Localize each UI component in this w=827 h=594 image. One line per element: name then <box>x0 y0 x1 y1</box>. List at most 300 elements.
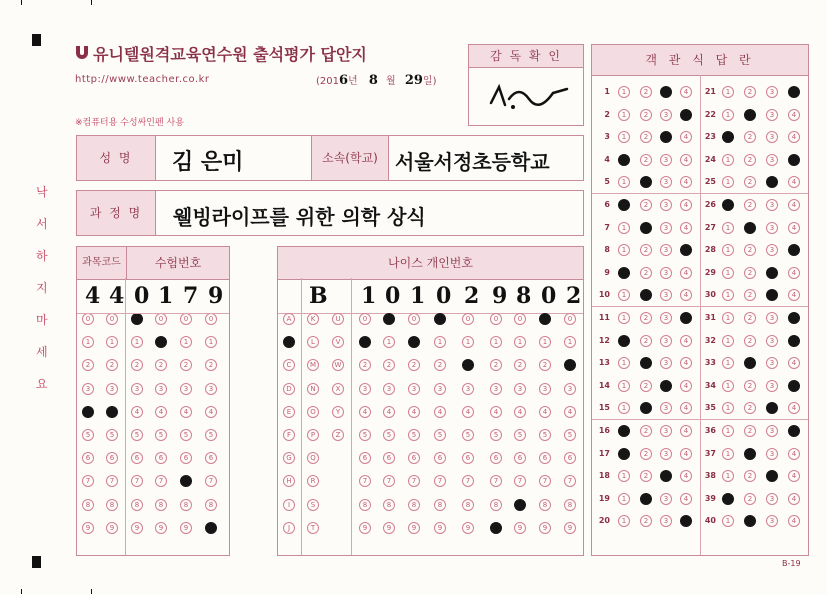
neis-bubble[interactable]: 5 <box>564 429 576 441</box>
neis-bubble[interactable]: R <box>307 475 319 487</box>
answer-bubble[interactable]: 4 <box>788 131 800 143</box>
answer-bubble[interactable]: 3 <box>660 222 672 234</box>
neis-bubble[interactable]: Z <box>332 429 344 441</box>
answer-bubble[interactable]: 2 <box>640 380 652 392</box>
answer-bubble[interactable]: 2 <box>640 357 652 369</box>
neis-bubble[interactable]: 1 <box>490 336 502 348</box>
answer-bubble[interactable]: 4 <box>788 289 800 301</box>
answer-bubble[interactable]: 3 <box>766 222 778 234</box>
neis-bubble[interactable]: 9 <box>434 522 446 534</box>
answer-bubble[interactable]: 4 <box>680 380 692 392</box>
answer-bubble[interactable]: 1 <box>722 448 734 460</box>
neis-bubble[interactable]: 1 <box>408 336 420 348</box>
answer-bubble[interactable]: 4 <box>680 357 692 369</box>
digit-bubble[interactable]: 3 <box>205 383 217 395</box>
neis-bubble[interactable]: F <box>283 429 295 441</box>
neis-bubble[interactable]: 3 <box>434 383 446 395</box>
neis-bubble[interactable]: 4 <box>434 406 446 418</box>
answer-bubble[interactable]: 3 <box>660 199 672 211</box>
answer-bubble[interactable]: 2 <box>640 470 652 482</box>
neis-bubble[interactable]: 4 <box>564 406 576 418</box>
answer-bubble[interactable]: 2 <box>640 289 652 301</box>
neis-bubble[interactable]: 8 <box>514 499 526 511</box>
digit-bubble[interactable]: 0 <box>205 313 217 325</box>
answer-bubble[interactable]: 2 <box>744 131 756 143</box>
answer-bubble[interactable]: 1 <box>722 312 734 324</box>
answer-bubble[interactable]: 1 <box>722 470 734 482</box>
neis-bubble[interactable]: P <box>307 429 319 441</box>
answer-bubble[interactable]: 2 <box>744 425 756 437</box>
answer-bubble[interactable]: 1 <box>618 109 630 121</box>
neis-bubble[interactable]: U <box>332 313 344 325</box>
digit-bubble[interactable]: 0 <box>106 313 118 325</box>
answer-bubble[interactable]: 2 <box>744 493 756 505</box>
neis-bubble[interactable]: M <box>307 359 319 371</box>
answer-bubble[interactable]: 1 <box>722 109 734 121</box>
digit-bubble[interactable]: 6 <box>82 452 94 464</box>
neis-bubble[interactable]: 4 <box>490 406 502 418</box>
answer-bubble[interactable]: 4 <box>788 357 800 369</box>
neis-bubble[interactable]: 1 <box>434 336 446 348</box>
answer-bubble[interactable]: 3 <box>660 176 672 188</box>
answer-bubble[interactable]: 3 <box>660 515 672 527</box>
neis-bubble[interactable]: 8 <box>359 499 371 511</box>
neis-bubble[interactable]: 2 <box>490 359 502 371</box>
answer-bubble[interactable]: 2 <box>640 131 652 143</box>
digit-bubble[interactable]: 4 <box>106 406 118 418</box>
answer-bubble[interactable]: 4 <box>788 222 800 234</box>
neis-bubble[interactable]: 5 <box>434 429 446 441</box>
answer-bubble[interactable]: 4 <box>788 515 800 527</box>
digit-bubble[interactable]: 8 <box>82 499 94 511</box>
neis-bubble[interactable]: G <box>283 452 295 464</box>
answer-bubble[interactable]: 3 <box>660 493 672 505</box>
neis-bubble[interactable]: W <box>332 359 344 371</box>
neis-bubble[interactable]: 9 <box>539 522 551 534</box>
neis-bubble[interactable]: 4 <box>462 406 474 418</box>
neis-bubble[interactable]: 7 <box>359 475 371 487</box>
answer-bubble[interactable]: 1 <box>618 493 630 505</box>
neis-bubble[interactable]: 8 <box>490 499 502 511</box>
digit-bubble[interactable]: 5 <box>106 429 118 441</box>
answer-bubble[interactable]: 1 <box>618 380 630 392</box>
neis-bubble[interactable]: E <box>283 406 295 418</box>
answer-bubble[interactable]: 3 <box>766 335 778 347</box>
digit-bubble[interactable]: 7 <box>155 475 167 487</box>
digit-bubble[interactable]: 6 <box>180 452 192 464</box>
neis-bubble[interactable]: 0 <box>564 313 576 325</box>
digit-bubble[interactable]: 0 <box>82 313 94 325</box>
neis-bubble[interactable]: K <box>307 313 319 325</box>
answer-bubble[interactable]: 4 <box>680 448 692 460</box>
answer-bubble[interactable]: 2 <box>640 222 652 234</box>
digit-bubble[interactable]: 9 <box>180 522 192 534</box>
answer-bubble[interactable]: 4 <box>680 176 692 188</box>
digit-bubble[interactable]: 7 <box>205 475 217 487</box>
answer-bubble[interactable]: 3 <box>766 493 778 505</box>
neis-bubble[interactable]: 9 <box>462 522 474 534</box>
answer-bubble[interactable]: 4 <box>680 493 692 505</box>
neis-bubble[interactable]: 5 <box>514 429 526 441</box>
answer-bubble[interactable]: 2 <box>640 176 652 188</box>
answer-bubble[interactable]: 3 <box>660 86 672 98</box>
neis-bubble[interactable]: 1 <box>383 336 395 348</box>
neis-bubble[interactable]: 5 <box>462 429 474 441</box>
answer-bubble[interactable]: 1 <box>722 380 734 392</box>
answer-bubble[interactable]: 3 <box>660 335 672 347</box>
answer-bubble[interactable]: 2 <box>744 470 756 482</box>
answer-bubble[interactable]: 4 <box>680 335 692 347</box>
answer-bubble[interactable]: 4 <box>788 86 800 98</box>
answer-bubble[interactable]: 4 <box>788 470 800 482</box>
answer-bubble[interactable]: 4 <box>680 86 692 98</box>
neis-bubble[interactable]: 7 <box>539 475 551 487</box>
answer-bubble[interactable]: 3 <box>766 402 778 414</box>
neis-bubble[interactable]: N <box>307 383 319 395</box>
neis-bubble[interactable]: 0 <box>359 313 371 325</box>
neis-bubble[interactable]: Y <box>332 406 344 418</box>
neis-bubble[interactable]: 6 <box>383 452 395 464</box>
neis-bubble[interactable]: 4 <box>383 406 395 418</box>
answer-bubble[interactable]: 1 <box>618 131 630 143</box>
digit-bubble[interactable]: 9 <box>106 522 118 534</box>
answer-bubble[interactable]: 3 <box>766 199 778 211</box>
answer-bubble[interactable]: 1 <box>722 86 734 98</box>
neis-bubble[interactable]: 6 <box>434 452 446 464</box>
answer-bubble[interactable]: 3 <box>766 154 778 166</box>
answer-bubble[interactable]: 3 <box>660 131 672 143</box>
digit-bubble[interactable]: 3 <box>155 383 167 395</box>
digit-bubble[interactable]: 5 <box>180 429 192 441</box>
answer-bubble[interactable]: 4 <box>680 289 692 301</box>
neis-bubble[interactable]: 6 <box>490 452 502 464</box>
answer-bubble[interactable]: 1 <box>722 493 734 505</box>
neis-bubble[interactable]: 5 <box>383 429 395 441</box>
answer-bubble[interactable]: 3 <box>766 470 778 482</box>
neis-bubble[interactable]: 0 <box>539 313 551 325</box>
answer-bubble[interactable]: 2 <box>744 289 756 301</box>
answer-bubble[interactable]: 3 <box>660 470 672 482</box>
digit-bubble[interactable]: 3 <box>180 383 192 395</box>
neis-bubble[interactable]: J <box>283 522 295 534</box>
answer-bubble[interactable]: 4 <box>788 267 800 279</box>
neis-bubble[interactable]: 2 <box>564 359 576 371</box>
digit-bubble[interactable]: 4 <box>155 406 167 418</box>
answer-bubble[interactable]: 1 <box>618 289 630 301</box>
digit-bubble[interactable]: 2 <box>155 359 167 371</box>
neis-bubble[interactable]: 6 <box>514 452 526 464</box>
answer-bubble[interactable]: 2 <box>744 86 756 98</box>
neis-bubble[interactable]: 0 <box>490 313 502 325</box>
answer-bubble[interactable]: 4 <box>680 470 692 482</box>
neis-bubble[interactable]: 0 <box>434 313 446 325</box>
digit-bubble[interactable]: 7 <box>82 475 94 487</box>
answer-bubble[interactable]: 4 <box>680 131 692 143</box>
answer-bubble[interactable]: 1 <box>618 199 630 211</box>
digit-bubble[interactable]: 2 <box>106 359 118 371</box>
answer-bubble[interactable]: 3 <box>766 425 778 437</box>
answer-bubble[interactable]: 2 <box>744 109 756 121</box>
answer-bubble[interactable]: 1 <box>722 222 734 234</box>
neis-bubble[interactable]: O <box>307 406 319 418</box>
neis-bubble[interactable]: 6 <box>564 452 576 464</box>
answer-bubble[interactable]: 2 <box>744 380 756 392</box>
neis-bubble[interactable]: 7 <box>462 475 474 487</box>
digit-bubble[interactable]: 9 <box>131 522 143 534</box>
neis-bubble[interactable]: 1 <box>514 336 526 348</box>
neis-bubble[interactable]: 8 <box>383 499 395 511</box>
answer-bubble[interactable]: 4 <box>788 335 800 347</box>
neis-bubble[interactable]: 7 <box>408 475 420 487</box>
answer-bubble[interactable]: 3 <box>660 109 672 121</box>
neis-bubble[interactable]: 9 <box>408 522 420 534</box>
answer-bubble[interactable]: 1 <box>618 470 630 482</box>
answer-bubble[interactable]: 2 <box>744 199 756 211</box>
digit-bubble[interactable]: 1 <box>131 336 143 348</box>
neis-bubble[interactable]: 2 <box>434 359 446 371</box>
answer-bubble[interactable]: 1 <box>722 154 734 166</box>
neis-bubble[interactable]: 7 <box>383 475 395 487</box>
digit-bubble[interactable]: 2 <box>82 359 94 371</box>
answer-bubble[interactable]: 1 <box>722 335 734 347</box>
answer-bubble[interactable]: 4 <box>788 425 800 437</box>
answer-bubble[interactable]: 4 <box>680 244 692 256</box>
neis-bubble[interactable]: 1 <box>564 336 576 348</box>
answer-bubble[interactable]: 2 <box>744 222 756 234</box>
answer-bubble[interactable]: 1 <box>722 289 734 301</box>
answer-bubble[interactable]: 2 <box>640 199 652 211</box>
digit-bubble[interactable]: 8 <box>205 499 217 511</box>
neis-bubble[interactable]: 5 <box>490 429 502 441</box>
answer-bubble[interactable]: 4 <box>788 244 800 256</box>
answer-bubble[interactable]: 4 <box>788 312 800 324</box>
answer-bubble[interactable]: 1 <box>618 222 630 234</box>
answer-bubble[interactable]: 4 <box>680 154 692 166</box>
digit-bubble[interactable]: 1 <box>205 336 217 348</box>
neis-bubble[interactable]: 1 <box>539 336 551 348</box>
answer-bubble[interactable]: 2 <box>744 402 756 414</box>
digit-bubble[interactable]: 7 <box>106 475 118 487</box>
answer-bubble[interactable]: 3 <box>660 357 672 369</box>
neis-bubble[interactable]: 9 <box>514 522 526 534</box>
digit-bubble[interactable]: 2 <box>180 359 192 371</box>
answer-bubble[interactable]: 3 <box>660 244 672 256</box>
answer-bubble[interactable]: 2 <box>640 244 652 256</box>
answer-bubble[interactable]: 3 <box>660 267 672 279</box>
answer-bubble[interactable]: 4 <box>680 267 692 279</box>
answer-bubble[interactable]: 3 <box>660 289 672 301</box>
neis-bubble[interactable]: 0 <box>383 313 395 325</box>
neis-bubble[interactable]: I <box>283 499 295 511</box>
neis-bubble[interactable]: 7 <box>564 475 576 487</box>
digit-bubble[interactable]: 8 <box>155 499 167 511</box>
answer-bubble[interactable]: 3 <box>766 267 778 279</box>
digit-bubble[interactable]: 5 <box>131 429 143 441</box>
neis-bubble[interactable]: 0 <box>514 313 526 325</box>
answer-bubble[interactable]: 2 <box>640 425 652 437</box>
digit-bubble[interactable]: 0 <box>155 313 167 325</box>
answer-bubble[interactable]: 1 <box>722 515 734 527</box>
answer-bubble[interactable]: 2 <box>640 335 652 347</box>
digit-bubble[interactable]: 1 <box>82 336 94 348</box>
answer-bubble[interactable]: 1 <box>618 448 630 460</box>
digit-bubble[interactable]: 6 <box>106 452 118 464</box>
digit-bubble[interactable]: 1 <box>180 336 192 348</box>
answer-bubble[interactable]: 4 <box>680 402 692 414</box>
answer-bubble[interactable]: 2 <box>744 335 756 347</box>
answer-bubble[interactable]: 1 <box>618 357 630 369</box>
answer-bubble[interactable]: 3 <box>766 312 778 324</box>
neis-bubble[interactable]: 3 <box>564 383 576 395</box>
answer-bubble[interactable]: 2 <box>640 109 652 121</box>
neis-bubble[interactable]: 3 <box>490 383 502 395</box>
answer-bubble[interactable]: 4 <box>680 425 692 437</box>
answer-bubble[interactable]: 1 <box>722 199 734 211</box>
answer-bubble[interactable]: 1 <box>722 176 734 188</box>
neis-bubble[interactable]: 4 <box>408 406 420 418</box>
answer-bubble[interactable]: 2 <box>640 515 652 527</box>
answer-bubble[interactable]: 1 <box>618 425 630 437</box>
digit-bubble[interactable]: 4 <box>82 406 94 418</box>
digit-bubble[interactable]: 0 <box>180 313 192 325</box>
digit-bubble[interactable]: 7 <box>131 475 143 487</box>
digit-bubble[interactable]: 8 <box>180 499 192 511</box>
neis-bubble[interactable]: V <box>332 336 344 348</box>
answer-bubble[interactable]: 3 <box>660 448 672 460</box>
digit-bubble[interactable]: 8 <box>106 499 118 511</box>
digit-bubble[interactable]: 4 <box>205 406 217 418</box>
answer-bubble[interactable]: 1 <box>618 86 630 98</box>
answer-bubble[interactable]: 2 <box>744 244 756 256</box>
answer-bubble[interactable]: 1 <box>722 267 734 279</box>
answer-bubble[interactable]: 1 <box>722 425 734 437</box>
answer-bubble[interactable]: 2 <box>744 448 756 460</box>
neis-bubble[interactable]: 0 <box>462 313 474 325</box>
answer-bubble[interactable]: 4 <box>680 222 692 234</box>
answer-bubble[interactable]: 3 <box>766 86 778 98</box>
answer-bubble[interactable]: 1 <box>618 312 630 324</box>
digit-bubble[interactable]: 9 <box>82 522 94 534</box>
answer-bubble[interactable]: 4 <box>680 109 692 121</box>
neis-bubble[interactable]: 6 <box>408 452 420 464</box>
neis-bubble[interactable]: B <box>283 336 295 348</box>
answer-bubble[interactable]: 3 <box>766 515 778 527</box>
neis-bubble[interactable]: 4 <box>539 406 551 418</box>
answer-bubble[interactable]: 3 <box>766 380 778 392</box>
digit-bubble[interactable]: 1 <box>155 336 167 348</box>
answer-bubble[interactable]: 2 <box>640 448 652 460</box>
neis-bubble[interactable]: 8 <box>434 499 446 511</box>
digit-bubble[interactable]: 8 <box>131 499 143 511</box>
answer-bubble[interactable]: 3 <box>766 244 778 256</box>
neis-bubble[interactable]: 2 <box>539 359 551 371</box>
digit-bubble[interactable]: 7 <box>180 475 192 487</box>
answer-bubble[interactable]: 2 <box>744 154 756 166</box>
answer-bubble[interactable]: 1 <box>618 267 630 279</box>
neis-bubble[interactable]: L <box>307 336 319 348</box>
answer-bubble[interactable]: 2 <box>744 267 756 279</box>
answer-bubble[interactable]: 3 <box>660 425 672 437</box>
answer-bubble[interactable]: 3 <box>766 448 778 460</box>
answer-bubble[interactable]: 3 <box>766 109 778 121</box>
answer-bubble[interactable]: 4 <box>788 199 800 211</box>
answer-bubble[interactable]: 4 <box>788 402 800 414</box>
neis-bubble[interactable]: 3 <box>383 383 395 395</box>
answer-bubble[interactable]: 3 <box>660 402 672 414</box>
neis-bubble[interactable]: D <box>283 383 295 395</box>
answer-bubble[interactable]: 1 <box>722 244 734 256</box>
answer-bubble[interactable]: 4 <box>788 493 800 505</box>
answer-bubble[interactable]: 3 <box>766 357 778 369</box>
neis-bubble[interactable]: 8 <box>408 499 420 511</box>
answer-bubble[interactable]: 1 <box>618 515 630 527</box>
answer-bubble[interactable]: 3 <box>660 380 672 392</box>
neis-bubble[interactable]: 7 <box>490 475 502 487</box>
neis-bubble[interactable]: 1 <box>359 336 371 348</box>
answer-bubble[interactable]: 2 <box>640 86 652 98</box>
answer-bubble[interactable]: 3 <box>660 312 672 324</box>
answer-bubble[interactable]: 4 <box>788 176 800 188</box>
neis-bubble[interactable]: 0 <box>408 313 420 325</box>
neis-bubble[interactable]: 9 <box>383 522 395 534</box>
digit-bubble[interactable]: 1 <box>106 336 118 348</box>
answer-bubble[interactable]: 3 <box>766 289 778 301</box>
answer-bubble[interactable]: 4 <box>788 448 800 460</box>
neis-bubble[interactable]: 5 <box>539 429 551 441</box>
neis-bubble[interactable]: 6 <box>359 452 371 464</box>
answer-bubble[interactable]: 3 <box>766 176 778 188</box>
digit-bubble[interactable]: 5 <box>155 429 167 441</box>
neis-bubble[interactable]: 9 <box>564 522 576 534</box>
answer-bubble[interactable]: 1 <box>618 176 630 188</box>
digit-bubble[interactable]: 4 <box>131 406 143 418</box>
digit-bubble[interactable]: 3 <box>131 383 143 395</box>
neis-bubble[interactable]: 8 <box>539 499 551 511</box>
answer-bubble[interactable]: 2 <box>744 515 756 527</box>
neis-bubble[interactable]: 3 <box>408 383 420 395</box>
digit-bubble[interactable]: 6 <box>155 452 167 464</box>
answer-bubble[interactable]: 3 <box>766 131 778 143</box>
digit-bubble[interactable]: 3 <box>82 383 94 395</box>
digit-bubble[interactable]: 5 <box>205 429 217 441</box>
neis-bubble[interactable]: 1 <box>462 336 474 348</box>
answer-bubble[interactable]: 4 <box>788 109 800 121</box>
neis-bubble[interactable]: X <box>332 383 344 395</box>
digit-bubble[interactable]: 9 <box>155 522 167 534</box>
neis-bubble[interactable]: 8 <box>564 499 576 511</box>
answer-bubble[interactable]: 4 <box>680 515 692 527</box>
neis-bubble[interactable]: 7 <box>434 475 446 487</box>
neis-bubble[interactable]: 3 <box>359 383 371 395</box>
answer-bubble[interactable]: 4 <box>680 199 692 211</box>
neis-bubble[interactable]: A <box>283 313 295 325</box>
neis-bubble[interactable]: 6 <box>539 452 551 464</box>
answer-bubble[interactable]: 2 <box>744 176 756 188</box>
answer-bubble[interactable]: 2 <box>640 402 652 414</box>
neis-bubble[interactable]: 3 <box>539 383 551 395</box>
neis-bubble[interactable]: 4 <box>514 406 526 418</box>
digit-bubble[interactable]: 4 <box>180 406 192 418</box>
answer-bubble[interactable]: 1 <box>618 402 630 414</box>
answer-bubble[interactable]: 4 <box>788 154 800 166</box>
digit-bubble[interactable]: 5 <box>82 429 94 441</box>
neis-bubble[interactable]: 2 <box>462 359 474 371</box>
answer-bubble[interactable]: 2 <box>640 267 652 279</box>
neis-bubble[interactable]: T <box>307 522 319 534</box>
neis-bubble[interactable]: 8 <box>462 499 474 511</box>
neis-bubble[interactable]: 4 <box>359 406 371 418</box>
answer-bubble[interactable]: 2 <box>744 312 756 324</box>
